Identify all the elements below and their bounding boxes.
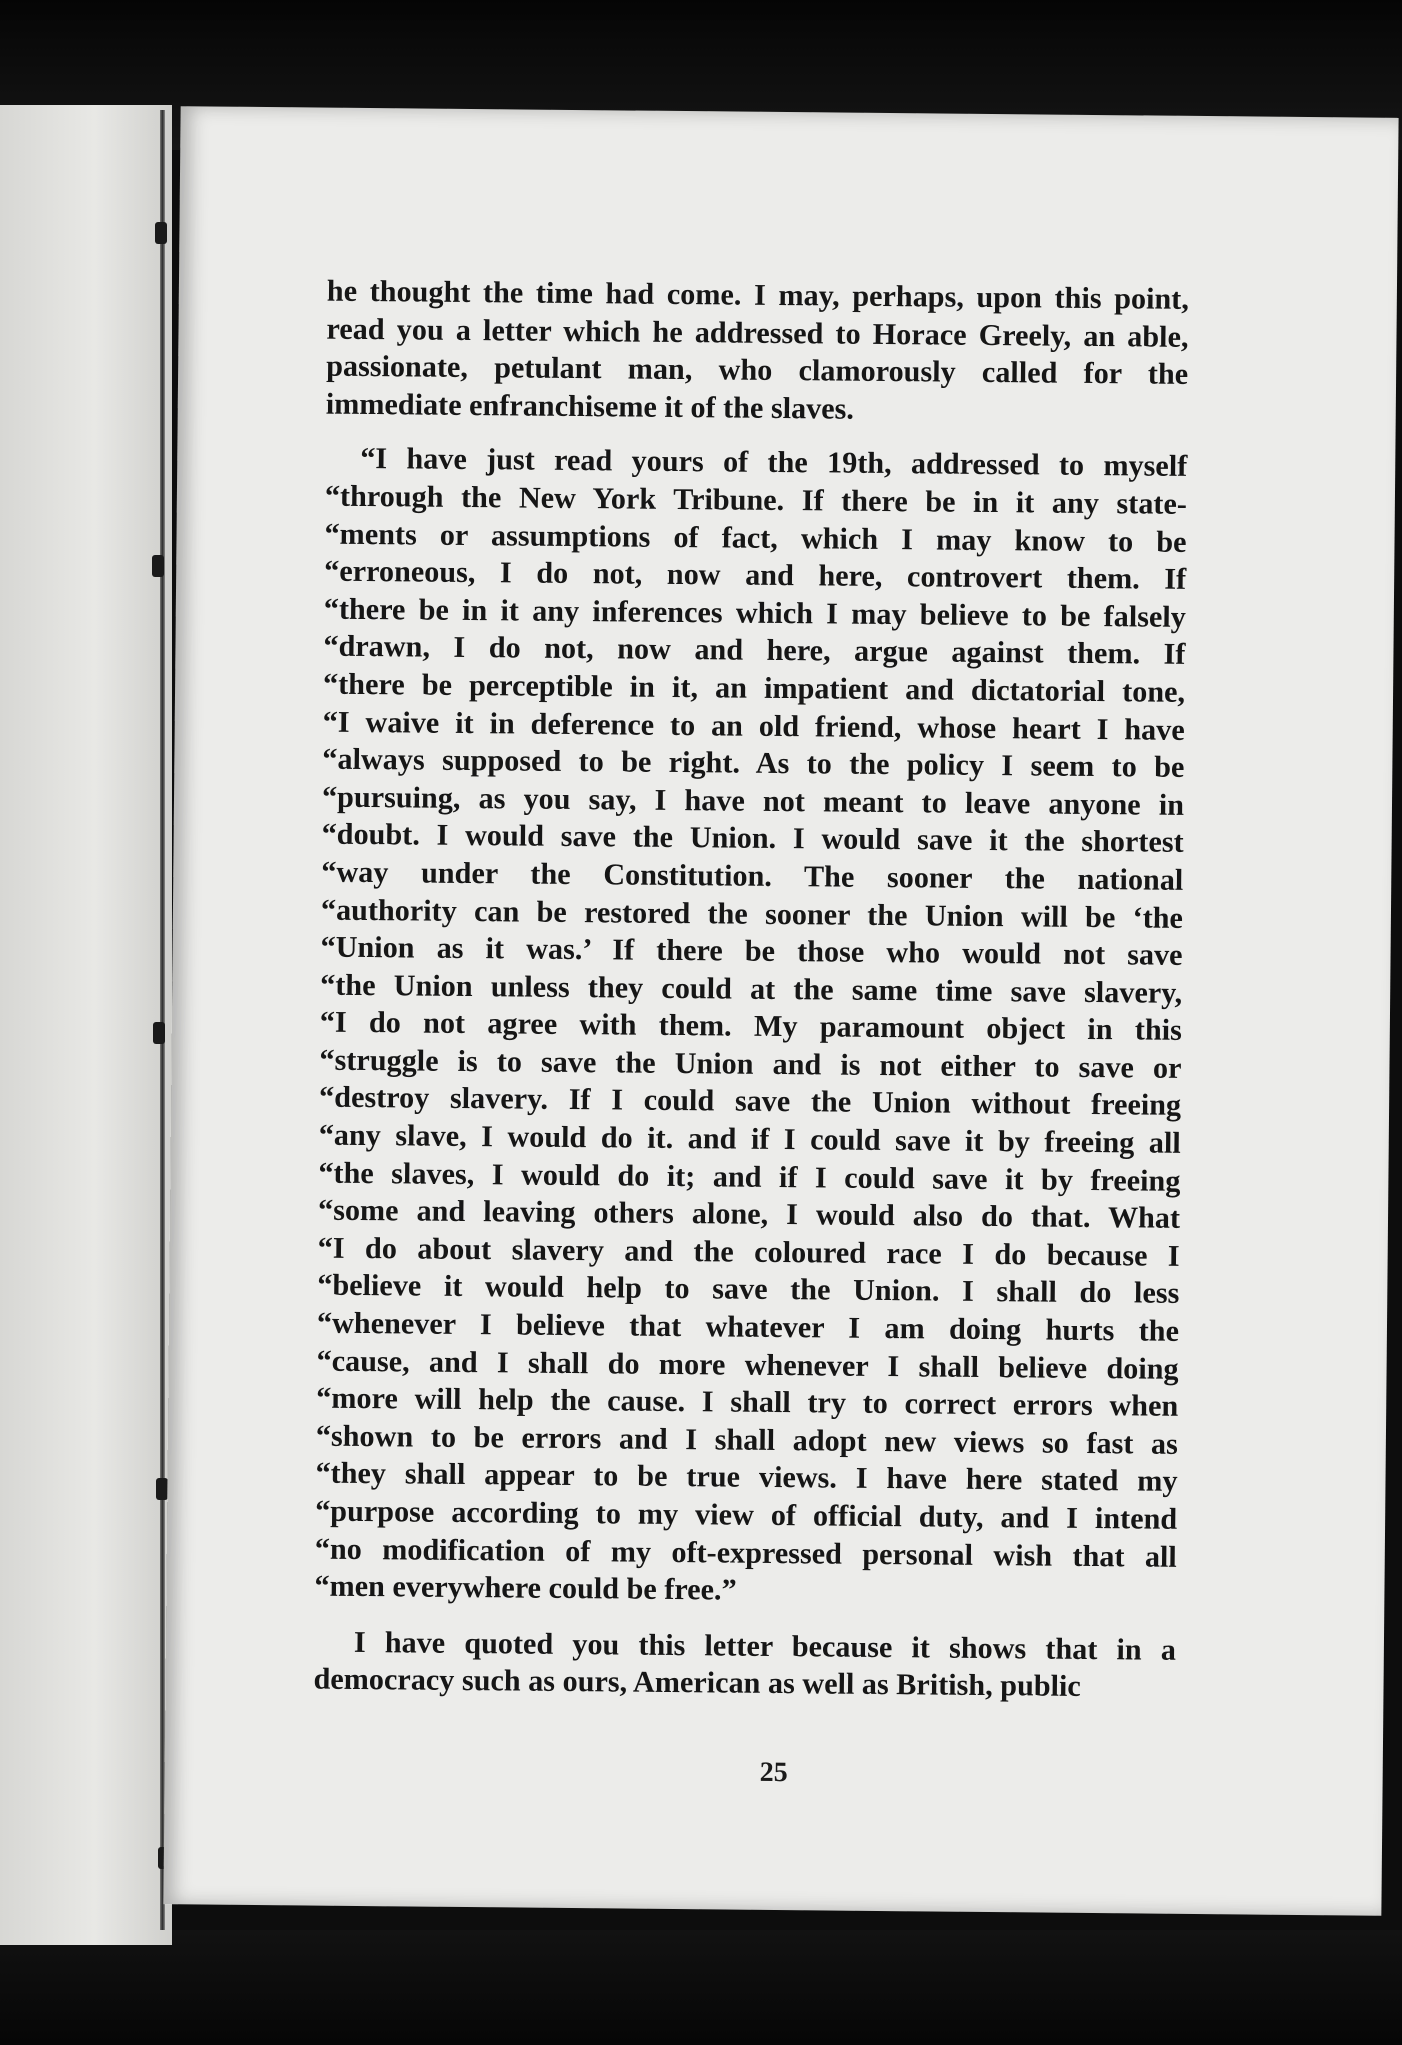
quote-line: “doubt. I would save the Union. I would save it the shortest	[321, 816, 1184, 860]
facing-page-edge	[0, 105, 172, 1945]
quote-line: “I waive it in deference to an old friend, whose heart I have	[322, 704, 1185, 747]
quote-line: “ments or assumptions of fact, which I may know to be	[324, 516, 1187, 559]
binding-mark	[156, 1478, 168, 1500]
quote-line: “I do about slavery and the coloured race I do because I	[317, 1230, 1180, 1273]
quote-line: “any slave, I would do it. and if I could save it by freeing all	[318, 1117, 1181, 1160]
binding-mark	[155, 222, 167, 244]
quoted-letter	[314, 440, 1187, 1614]
binding-mark	[153, 1022, 165, 1044]
quote-line: “I do not agree with them. My paramount object in this	[319, 1004, 1182, 1048]
quote-line: “more will help the cause. I shall try to correct errors when	[316, 1380, 1179, 1424]
quote-line: “authority can be restored the sooner the Union will be ‘the	[320, 892, 1184, 935]
paragraph-intro: he thought the time had come. I may, perhaps, upon this point, read you a letter which he addressed to Horace Greely, an able, passionate, petulant man, who clamorously called for the immediate enfranchiseme it of the slaves.	[325, 273, 1190, 426]
book-binding	[160, 110, 165, 1930]
quote-line: “some and leaving others alone, I would also do that. What	[317, 1192, 1181, 1236]
quote-line: “way under the Constitution. The sooner the national	[321, 854, 1184, 897]
quote-line: “destroy slavery. If I could save the Union without freeing	[318, 1080, 1182, 1123]
quote-line: “I have just read yours of the 19th, addressed to myself	[360, 441, 1188, 484]
page-number: 25	[759, 1756, 788, 1789]
quote-line: “drawn, I do not, now and here, argue against them. If	[323, 628, 1186, 672]
binding-mark	[152, 555, 164, 577]
quote-line: “believe it would help to save the Union. I shall do less	[317, 1268, 1180, 1311]
quote-line: “always supposed to be right. As to the policy I seem to be	[322, 741, 1185, 784]
quote-line: “cause, and I shall do more whenever I shall believe doing	[316, 1343, 1179, 1386]
quote-line: “shown to be errors and I shall adopt new views so fast as	[315, 1418, 1179, 1461]
paragraph-conclusion: I have quoted you this letter because it shows that in a democracy such as ours, American as well as British, public	[313, 1624, 1177, 1704]
scan-bottom-border	[0, 1930, 1402, 2045]
quote-line: “the Union unless they could at the same time save slavery,	[320, 967, 1183, 1010]
quote-line: “erroneous, I do not, now and here, controvert them. If	[324, 553, 1187, 597]
quote-line: “they shall appear to be true views. I have here stated my	[315, 1455, 1178, 1499]
quote-line: “through the New York Tribune. If there be in it any state-	[324, 478, 1188, 521]
quote-line: “whenever I believe that whatever I am doing hurts the	[316, 1305, 1180, 1348]
quote-line: “there be in it any inferences which I may believe to be falsely	[323, 591, 1186, 634]
quote-line: “men everywhere could be free.”	[314, 1568, 737, 1607]
quote-line: “purpose according to my view of official duty, and I intend	[315, 1493, 1178, 1536]
quote-line: “there be perceptible in it, an impatient and dictatorial tone,	[322, 666, 1186, 709]
book-page	[163, 106, 1398, 1916]
quote-line: “Union as it was.’ If there be those who would not save	[320, 929, 1183, 972]
page-body	[313, 273, 1189, 1724]
quote-line: “pursuing, as you say, I have not meant to leave anyone in	[321, 779, 1185, 822]
quote-line: “no modification of my oft-expressed personal wish that all	[314, 1531, 1177, 1574]
quote-line: “struggle is to save the Union and is not either to save or	[319, 1042, 1182, 1085]
quote-line: “the slaves, I would do it; and if I could save it by freeing	[318, 1155, 1181, 1198]
